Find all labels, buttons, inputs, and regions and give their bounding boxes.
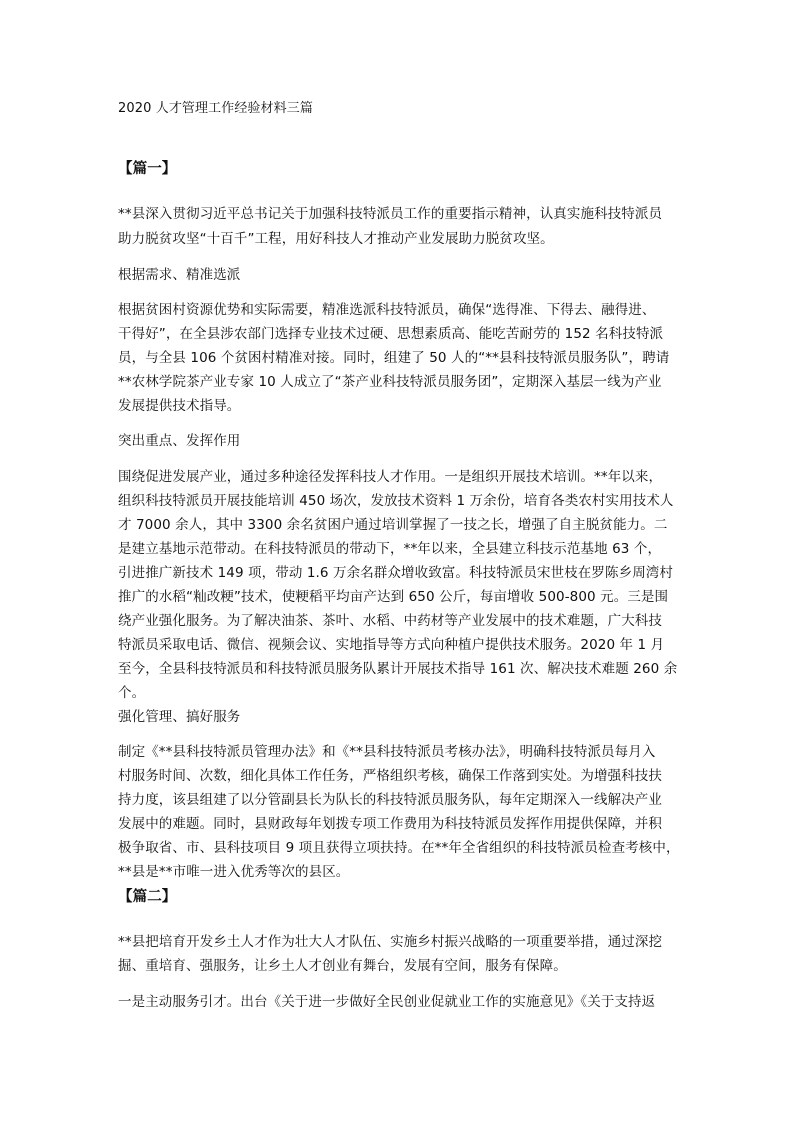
text-line: 干得好”，在全县涉农部门选择专业技术过硬、思想素质高、能吃苦耐劳的 152 名科技特派 <box>118 326 664 342</box>
text-line: 特派员采取电话、微信、视频会议、实地指导等方式向种植户提供技术服务。2020 年 1 月 <box>118 637 665 653</box>
text-line: 引进推广新技术 149 项，带动 1.6 万余名群众增收致富。科技特派员宋世枝在罗陈乡周湾村 <box>118 565 674 581</box>
text-line: 持力度，该县组建了以分管副县长为队长的科技特派员服务队，每年定期深入一线解决产业 <box>118 792 662 808</box>
text-line: 组织科技特派员开展技能培训 450 场次，发放技术资料 1 万余份，培育各类农村实用技术人 <box>118 493 674 509</box>
text-line: **农林学院茶产业专家 10 人成立了“茶产业科技特派员服务团”，定期深入基层一线为产业 <box>118 374 662 390</box>
section-heading-1: 【篇一】 <box>118 161 177 177</box>
text-line: 至今，全县科技特派员和科技特派员服务队累计开展技术指导 161 次、解决技术难题 260 余 <box>118 661 678 677</box>
subheading: 突出重点、发挥作用 <box>118 433 241 449</box>
text-line: 掘、重培育、强服务，让乡土人才创业有舞台，发展有空间，服务有保障。 <box>118 958 567 974</box>
text-line: 员，与全县 106 个贫困村精准对接。同时，组建了 50 人的“**县科技特派员服务队”，聘请 <box>118 350 670 366</box>
text-line: 制定《**县科技特派员管理办法》和《**县科技特派员考核办法》，明确科技特派员每月入 <box>118 744 656 760</box>
subheading: 强化管理、搞好服务 <box>118 709 241 725</box>
text-line: 村服务时间、次数，细化具体工作任务，严格组织考核，确保工作落到实处。为增强科技扶 <box>118 768 662 784</box>
text-line: 绕产业强化服务。为了解决油茶、茶叶、水稻、中药材等产业发展中的技术难题，广大科技 <box>118 613 662 629</box>
text-line: 围绕促进发展产业，通过多种途径发挥科技人才作用。一是组织开展技术培训。**年以来， <box>118 469 663 485</box>
text-line: 个。 <box>118 685 146 701</box>
text-line: 是建立基地示范带动。在科技特派员的带动下，**年以来，全县建立科技示范基地 63 个， <box>118 541 662 557</box>
document-title: 2020 人才管理工作经验材料三篇 <box>118 101 313 116</box>
text-line: 发展提供技术指导。 <box>118 398 241 414</box>
text-line: **县是**市唯一进入优秀等次的县区。 <box>118 864 350 880</box>
subheading: 根据需求、精准选派 <box>118 267 241 283</box>
text-line: 根据贫困村资源优势和实际需要，精准选派科技特派员，确保“选得准、下得去、融得进、 <box>118 302 656 318</box>
section-heading-2: 【篇二】 <box>118 889 177 905</box>
text-line: 极争取省、市、县科技项目 9 项且获得立项扶持。在**年全省组织的科技特派员检查考核中， <box>118 840 680 856</box>
text-line: 才 7000 余人，其中 3300 余名贫困户通过培训掌握了一技之长，增强了自主脱贫能力。二 <box>118 517 668 533</box>
text-line: 助力脱贫攻坚“十百千”工程，用好科技人才推动产业发展助力脱贫攻坚。 <box>118 231 554 247</box>
text-line: **县深入贯彻习近平总书记关于加强科技特派员工作的重要指示精神，认真实施科技特派员 <box>118 206 663 222</box>
text-line: 一是主动服务引才。出台《关于进一步做好全民创业促就业工作的实施意见》《关于支持返 <box>118 994 656 1010</box>
text-line: **县把培育开发乡土人才作为壮大人才队伍、实施乡村振兴战略的一项重要举措，通过深挖 <box>118 934 663 950</box>
text-line: 发展中的难题。同时，县财政每年划拨专项工作费用为科技特派员发挥作用提供保障，并积 <box>118 816 662 832</box>
text-line: 推广的水稻“籼改粳”技术，使粳稻平均亩产达到 650 公斤，每亩增收 500-800 元。三是围 <box>118 589 669 605</box>
